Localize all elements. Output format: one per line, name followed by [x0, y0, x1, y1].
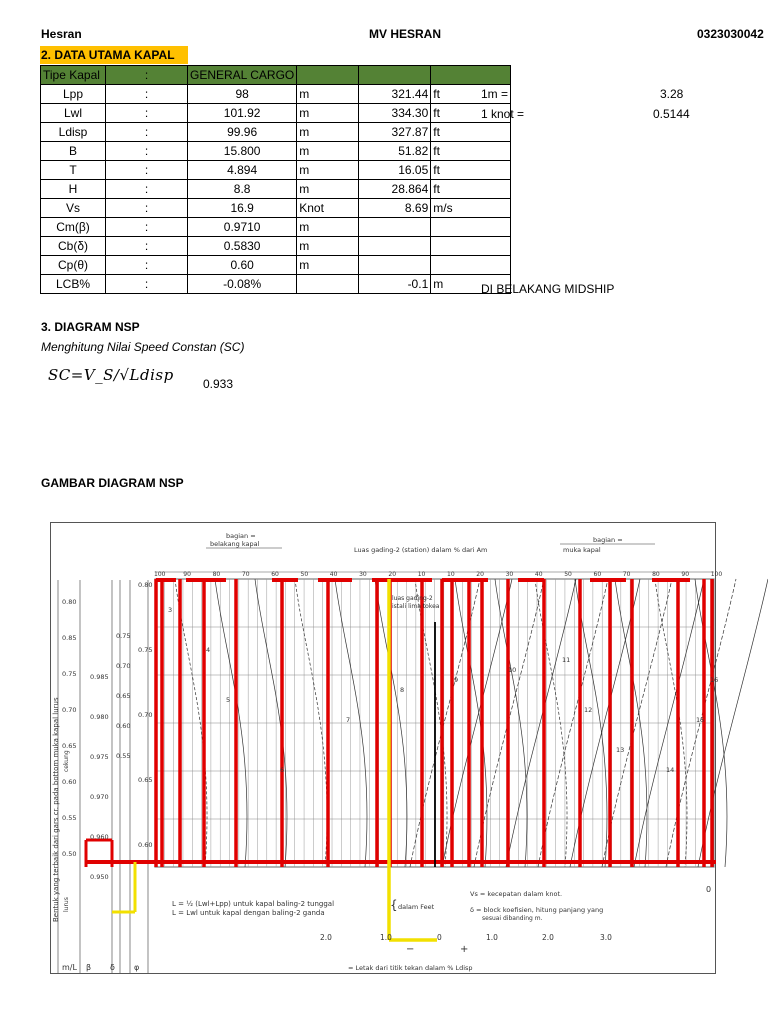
legend-right: sesuai dibanding m.	[482, 915, 543, 922]
row-conv: 28.864	[359, 180, 431, 199]
legend-left: L = ½ (Lwl+Lpp) untuk kapal baling-2 tunggal	[172, 900, 335, 908]
left-scale2-tick: 0.75	[116, 632, 131, 640]
row-unit: m	[297, 123, 359, 142]
row-conv: 334.30	[359, 104, 431, 123]
top-scale-tick: 90	[183, 571, 191, 578]
row-label: Lpp	[41, 85, 106, 104]
center-note: istali lima tokea	[392, 603, 440, 610]
row-conv-unit: ft	[431, 104, 511, 123]
table-row	[41, 161, 511, 180]
top-scale-tick: 100	[154, 571, 166, 578]
lcb-note: DI BELAKANG MIDSHIP	[481, 282, 615, 296]
row-unit: m	[297, 237, 359, 256]
top-left-note: bagian =	[226, 532, 256, 540]
meter-value: 3.28	[660, 87, 684, 101]
row-conv-unit: m/s	[431, 199, 511, 218]
row-sep: :	[106, 161, 188, 180]
row-label: B	[41, 142, 106, 161]
bottom-scale-tick: 1.0	[380, 933, 392, 942]
row-sep: :	[106, 180, 188, 199]
table-row	[41, 256, 511, 275]
left-scale2-tick: 0.60	[116, 722, 131, 730]
legend-right: δ = block koefisien, hitung panjang yang	[470, 906, 604, 914]
sc-value: 0.933	[203, 377, 234, 391]
top-scale-tick: 70	[622, 571, 631, 578]
top-scale-tick: 50	[300, 571, 309, 578]
curve-label: 15	[696, 716, 705, 724]
row-label: Cp(θ)	[41, 256, 106, 275]
table-row	[41, 104, 511, 123]
top-scale-tick: 60	[271, 571, 279, 578]
row-conv: 16.05	[359, 161, 431, 180]
left-scale2-tick: 0.55	[116, 752, 131, 760]
row-unit: m	[297, 85, 359, 104]
bottom-note: = Letak dari titik tekan dalam % Ldisp	[348, 964, 473, 972]
row-sep: :	[106, 256, 188, 275]
row-value: 0.5830	[188, 237, 297, 256]
knot-value: 0.5144	[653, 107, 690, 121]
row-conv-unit: m	[431, 275, 511, 294]
row-label: H	[41, 180, 106, 199]
row-value: 0.60	[188, 256, 297, 275]
row-unit: m	[297, 218, 359, 237]
row-conv-unit: ft	[431, 142, 511, 161]
row-conv-unit: ft	[431, 85, 511, 104]
table-header-row	[41, 66, 511, 85]
row-conv-unit	[431, 218, 511, 237]
row-conv-unit: ft	[431, 180, 511, 199]
top-scale-tick: 40	[329, 571, 338, 578]
row-label: Lwl	[41, 104, 106, 123]
row-conv: 51.82	[359, 142, 431, 161]
left-scale3-tick: 0.950	[90, 873, 109, 881]
row-unit: Knot	[297, 199, 359, 218]
vertical-label-lurus: lurus	[63, 897, 70, 912]
left-scale-tick: 0.55	[62, 814, 77, 822]
curve-label: 16	[710, 676, 719, 684]
top-right-note: muka kapal	[563, 546, 601, 554]
top-scale-tick: 90	[681, 571, 690, 578]
row-label: Cm(β)	[41, 218, 106, 237]
top-scale-tick: 20	[388, 571, 397, 578]
curve-label: 3	[168, 606, 173, 614]
row-label: LCB%	[41, 275, 106, 294]
bottom-scale-tick: 2.0	[320, 933, 332, 942]
top-scale-tick: 20	[476, 571, 484, 578]
vertical-label: Bentuk yang terbaik dari gars cr. pada bottom muka kapal lurus	[52, 697, 60, 922]
curve-label: 4	[206, 646, 211, 654]
curve-label: 14	[666, 766, 675, 774]
row-label: T	[41, 161, 106, 180]
curve-label: 11	[562, 656, 571, 664]
bottom-scale-tick: 2.0	[542, 933, 554, 942]
row-sep: :	[106, 218, 188, 237]
row-conv: 8.69	[359, 199, 431, 218]
header-value: GENERAL CARGO	[188, 66, 297, 85]
row-sep: :	[106, 199, 188, 218]
left-scale-tick: 0.60	[62, 778, 77, 786]
left-scale3-tick: 0.960	[90, 833, 109, 841]
row-conv	[359, 218, 431, 237]
header-label: Tipe Kapal	[41, 66, 106, 85]
curve-label: 10	[508, 666, 517, 674]
top-scale-tick: 100	[710, 571, 723, 578]
curve-label: 13	[616, 746, 625, 754]
legend-mid: dalam Feet	[398, 903, 435, 911]
left-scale-tick: 0.65	[62, 742, 77, 750]
left-scale3-tick: 0.975	[90, 753, 109, 761]
section-3-title: 3. DIAGRAM NSP	[41, 320, 140, 334]
row-sep: :	[106, 123, 188, 142]
row-unit: m	[297, 256, 359, 275]
inner-scale-tick: 0.70	[138, 711, 153, 719]
top-scale-tick: 40	[534, 571, 543, 578]
legend-right: Vs = kecepatan dalam knot.	[470, 890, 563, 898]
header-empty	[297, 66, 359, 85]
top-scale-tick: 60	[593, 571, 602, 578]
ship-data-table	[40, 65, 511, 294]
row-conv-unit	[431, 237, 511, 256]
left-scale2-tick: 0.70	[116, 662, 131, 670]
left-scale-tick: 0.50	[62, 850, 77, 858]
left-scale3-tick: 0.970	[90, 793, 109, 801]
header-id: 0323030042	[697, 27, 764, 41]
top-scale-tick: 30	[359, 571, 367, 578]
row-sep: :	[106, 104, 188, 123]
top-mid-note: Luas gading-2 (station) dalam % dari Am	[354, 546, 488, 554]
left-scale2-tick: 0.65	[116, 692, 131, 700]
row-conv-unit: ft	[431, 161, 511, 180]
curve-label: 7	[346, 716, 351, 724]
row-conv: 327.87	[359, 123, 431, 142]
header-ship-name: MV HESRAN	[369, 27, 442, 41]
row-value: 4.894	[188, 161, 297, 180]
row-value: 98	[188, 85, 297, 104]
meter-label: 1m =	[481, 87, 509, 101]
left-scale3-tick: 0.985	[90, 673, 109, 681]
table-row	[41, 237, 511, 256]
bottom-sign-minus: −	[406, 944, 415, 955]
top-left-note: belakang kapal	[210, 540, 260, 548]
table-row	[41, 142, 511, 161]
top-right-note: bagian =	[593, 536, 623, 544]
bottom-left-symbol: φ	[134, 963, 140, 972]
row-sep: :	[106, 237, 188, 256]
row-label: Cb(δ)	[41, 237, 106, 256]
row-value: 0.9710	[188, 218, 297, 237]
section-3-subtitle: Menghitung Nilai Speed Constan (SC)	[41, 340, 245, 354]
inner-scale-tick: 0.80	[138, 581, 153, 589]
row-value: 99.96	[188, 123, 297, 142]
bottom-right-zero: 0	[706, 885, 712, 894]
row-value: -0.08%	[188, 275, 297, 294]
left-scale-tick: 0.75	[62, 670, 77, 678]
bottom-left-symbol: β	[86, 963, 92, 972]
row-value: 16.9	[188, 199, 297, 218]
bottom-scale-tick: 3.0	[600, 933, 612, 942]
nsp-diagram	[50, 522, 723, 974]
table-row	[41, 85, 511, 104]
top-scale-tick: 50	[564, 571, 572, 578]
row-sep: :	[106, 275, 188, 294]
row-sep: :	[106, 142, 188, 161]
row-conv: -0.1	[359, 275, 431, 294]
row-label: Ldisp	[41, 123, 106, 142]
row-conv-unit: ft	[431, 123, 511, 142]
header-sep: :	[106, 66, 188, 85]
left-scale-tick: 0.85	[62, 634, 77, 642]
legend-brace: {	[390, 898, 398, 912]
diagram-title: GAMBAR DIAGRAM NSP	[41, 476, 184, 490]
curve-label: 9	[454, 676, 459, 684]
center-note: luas gading-2	[392, 595, 433, 602]
curve-label: 12	[584, 706, 593, 714]
bottom-scale-tick: 1.0	[486, 933, 498, 942]
left-scale-tick: 0.80	[62, 598, 77, 606]
left-scale-tick: 0.70	[62, 706, 77, 714]
inner-scale-tick: 0.75	[138, 646, 153, 654]
top-scale-tick: 30	[505, 571, 514, 578]
table-row	[41, 218, 511, 237]
table-row	[41, 180, 511, 199]
row-unit: m	[297, 142, 359, 161]
row-conv-unit	[431, 256, 511, 275]
left-scale3-tick: 0.980	[90, 713, 109, 721]
inner-scale-tick: 0.65	[138, 776, 153, 784]
bottom-scale-tick: 0	[437, 933, 442, 942]
legend-left: L = Lwl untuk kapal dengan baling-2 ganda	[172, 909, 325, 917]
top-scale-tick: 10	[417, 571, 426, 578]
curve-label: 8	[400, 686, 405, 694]
row-label: Vs	[41, 199, 106, 218]
row-sep: :	[106, 85, 188, 104]
row-value: 101.92	[188, 104, 297, 123]
row-unit: m	[297, 180, 359, 199]
row-value: 15.800	[188, 142, 297, 161]
section-2-title: 2. DATA UTAMA KAPAL	[40, 46, 188, 64]
knot-label: 1 knot =	[481, 107, 525, 121]
table-row	[41, 275, 511, 294]
curve-label: 6	[280, 766, 285, 774]
table-row	[41, 199, 511, 218]
header-empty	[431, 66, 511, 85]
table-row	[41, 123, 511, 142]
top-scale-tick: 80	[212, 571, 221, 578]
bottom-sign-plus: +	[460, 944, 469, 955]
header-owner: Hesran	[41, 27, 82, 41]
row-conv	[359, 237, 431, 256]
inner-scale-tick: 0.60	[138, 841, 153, 849]
bottom-left-symbol: m/L	[62, 963, 77, 972]
vertical-label-cekung: cekung	[63, 750, 70, 772]
top-scale-tick: 10	[447, 571, 455, 578]
row-conv: 321.44	[359, 85, 431, 104]
sc-formula: SC=V_S/√Ldisp	[48, 366, 174, 384]
header-empty	[359, 66, 431, 85]
bottom-left-symbol: δ	[110, 963, 115, 972]
row-conv	[359, 256, 431, 275]
top-scale-tick: 80	[652, 571, 660, 578]
row-unit	[297, 275, 359, 294]
row-value: 8.8	[188, 180, 297, 199]
curve-label: 5	[226, 696, 231, 704]
top-scale-tick: 70	[241, 571, 250, 578]
row-unit: m	[297, 104, 359, 123]
row-unit: m	[297, 161, 359, 180]
